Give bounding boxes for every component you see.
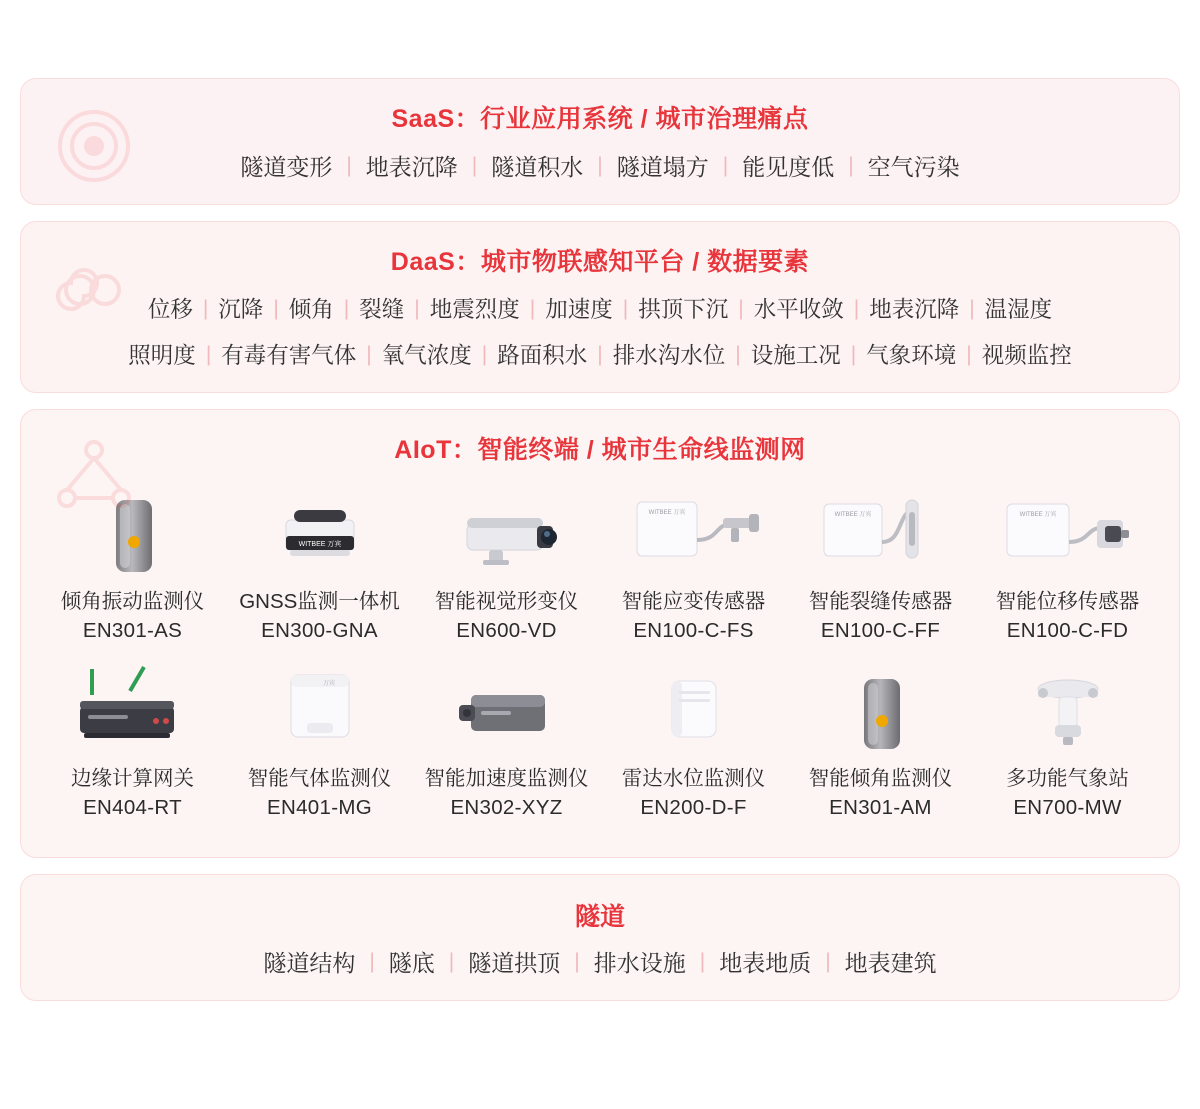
tag-divider: | <box>471 154 478 177</box>
device-item[interactable] <box>600 478 787 653</box>
device-item[interactable] <box>974 478 1161 653</box>
daas-tag: 拱顶下沉 <box>638 297 729 322</box>
daas-tag: 照明度 <box>128 343 196 368</box>
edge-gateway-icon <box>58 661 208 757</box>
tag-divider: | <box>597 154 603 177</box>
saas-layer-card <box>20 78 1180 205</box>
tag-divider: | <box>738 296 744 320</box>
tunnel-title: 隧道 <box>574 902 625 931</box>
saas-title-main: 行业应用系统 / 城市治理痛点 <box>480 105 809 133</box>
saas-tag: 隧道变形 <box>240 154 333 180</box>
tunnel-tag: 隧底 <box>388 949 435 976</box>
device-model: EN100-C-FF <box>820 618 941 642</box>
svg-text:万宾: 万宾 <box>322 681 335 688</box>
daas-title <box>21 222 1179 286</box>
device-name: 边缘计算网关 <box>71 767 194 791</box>
daas-tag: 加速度 <box>545 297 613 322</box>
tag-divider: | <box>205 342 212 366</box>
device-model: EN401-MG <box>267 796 372 820</box>
daas-tag: 路面积水 <box>497 343 588 368</box>
device-model: EN600-VD <box>456 618 557 642</box>
tilt-vibration-sensor-icon <box>88 484 178 580</box>
tag-divider: | <box>850 342 857 366</box>
daas-tag: 设施工况 <box>750 343 841 368</box>
device-item[interactable] <box>974 655 1161 830</box>
gnss-monitor-icon <box>260 484 380 580</box>
daas-tag: 温湿度 <box>984 297 1053 322</box>
device-model: EN700-MW <box>1013 796 1122 820</box>
daas-tag: 裂缝 <box>359 297 405 322</box>
saas-tag: 地表沉降 <box>365 154 458 180</box>
device-item[interactable] <box>787 655 974 830</box>
daas-title-main: 城市物联感知平台 / 数据要素 <box>480 248 810 276</box>
device-model: EN301-AM <box>829 796 932 820</box>
device-name: 智能倾角监测仪 <box>808 767 953 791</box>
tag-divider: | <box>735 342 741 366</box>
device-item[interactable] <box>787 478 974 653</box>
tunnel-tag: 隧道拱顶 <box>468 949 561 976</box>
tunnel-tag-row <box>21 939 1179 1000</box>
tag-divider: | <box>529 296 536 320</box>
daas-tag: 视频监控 <box>981 343 1072 368</box>
svg-text:WITBEE 万宾: WITBEE 万宾 <box>1019 512 1056 518</box>
device-name: 多功能气象站 <box>1006 767 1129 791</box>
daas-title-prefix: DaaS： <box>390 248 481 276</box>
daas-tag: 倾角 <box>288 297 334 322</box>
device-name: GNSS监测一体机 <box>239 590 400 613</box>
aiot-title-main: 智能终端 / 城市生命线监测网 <box>477 436 806 464</box>
tilt-sensor-icon <box>836 661 926 757</box>
displacement-sensor-icon <box>993 484 1143 580</box>
tag-divider: | <box>366 342 372 366</box>
tag-divider: | <box>369 949 375 973</box>
tag-divider: | <box>825 949 831 973</box>
tunnel-tag: 地表建筑 <box>844 949 937 976</box>
tunnel-tag: 隧道结构 <box>263 949 356 976</box>
saas-tag: 隧道积水 <box>491 154 584 180</box>
tag-divider: | <box>597 342 603 366</box>
daas-tag: 沉降 <box>218 297 264 322</box>
tag-divider: | <box>699 949 706 973</box>
device-name: 智能气体监测仪 <box>247 767 392 791</box>
device-model: EN301-AS <box>82 618 183 642</box>
tag-divider: | <box>622 296 629 320</box>
device-model: EN300-GNA <box>261 618 378 642</box>
svg-text:WITBEE 万宾: WITBEE 万宾 <box>834 512 871 518</box>
daas-layer-card <box>20 221 1180 393</box>
aiot-layer-card <box>20 409 1180 858</box>
device-model: EN302-XYZ <box>450 796 563 820</box>
tag-divider: | <box>966 342 972 366</box>
daas-tag: 地表沉降 <box>869 297 960 322</box>
gas-monitor-icon <box>255 661 385 757</box>
device-name: 智能加速度监测仪 <box>424 767 589 791</box>
tunnel-layer-card <box>20 874 1180 1001</box>
tag-divider: | <box>202 296 209 320</box>
tag-divider: | <box>848 154 854 177</box>
daas-tag-row-1 <box>21 286 1179 332</box>
device-item[interactable] <box>413 478 600 653</box>
device-name: 雷达水位监测仪 <box>621 767 766 791</box>
device-item[interactable] <box>226 478 413 653</box>
saas-tag: 空气污染 <box>867 154 960 180</box>
daas-tag: 氧气浓度 <box>381 343 472 368</box>
radar-water-level-icon <box>634 661 754 757</box>
daas-tag: 排水沟水位 <box>612 343 726 368</box>
tag-divider: | <box>343 296 350 320</box>
device-model: EN100-C-FS <box>633 618 754 642</box>
device-name: 智能裂缝传感器 <box>808 590 953 613</box>
crack-sensor-icon <box>806 484 956 580</box>
tunnel-tag: 地表地质 <box>719 949 812 976</box>
tunnel-tag: 排水设施 <box>593 949 686 976</box>
daas-tag-row-2 <box>21 332 1179 392</box>
saas-title <box>21 79 1179 143</box>
device-name: 智能位移传感器 <box>995 590 1140 613</box>
saas-title-prefix: SaaS： <box>391 105 481 133</box>
tag-divider: | <box>346 154 352 177</box>
device-item[interactable] <box>39 478 226 653</box>
tag-divider: | <box>273 296 279 320</box>
tag-divider: | <box>414 296 420 320</box>
saas-tag: 隧道塌方 <box>616 154 709 180</box>
device-model: EN200-D-F <box>640 796 747 820</box>
weather-station-icon <box>1013 661 1123 757</box>
device-model: EN100-C-FD <box>1006 618 1129 642</box>
daas-tag: 气象环境 <box>866 343 957 368</box>
saas-tag-row <box>21 143 1179 204</box>
svg-text:WITBEE 万宾: WITBEE 万宾 <box>648 510 685 516</box>
svg-text:WITBEE 万宾: WITBEE 万宾 <box>298 541 341 548</box>
daas-tag: 地震烈度 <box>429 297 520 322</box>
device-name: 智能视觉形变仪 <box>434 590 579 613</box>
saas-tag: 能见度低 <box>742 154 835 180</box>
device-item[interactable] <box>413 655 600 830</box>
tag-divider: | <box>722 154 729 177</box>
device-item[interactable] <box>226 655 413 830</box>
device-grid <box>21 474 1179 857</box>
daas-tag: 有毒有害气体 <box>221 343 357 368</box>
device-name: 倾角振动监测仪 <box>60 590 205 613</box>
device-item[interactable] <box>600 655 787 830</box>
device-model: EN404-RT <box>83 796 182 820</box>
tag-divider: | <box>853 296 860 320</box>
daas-tag: 位移 <box>147 297 193 322</box>
aiot-title-prefix: AIoT： <box>394 436 478 464</box>
tag-divider: | <box>481 342 488 366</box>
tag-divider: | <box>448 949 455 973</box>
device-item[interactable] <box>39 655 226 830</box>
accelerometer-icon <box>437 661 577 757</box>
device-name: 智能应变传感器 <box>621 590 766 613</box>
aiot-title <box>21 410 1179 474</box>
tag-divider: | <box>574 949 580 973</box>
daas-tag: 水平收敛 <box>753 297 844 322</box>
vision-camera-icon <box>437 484 577 580</box>
strain-sensor-icon <box>619 484 769 580</box>
tag-divider: | <box>969 296 975 320</box>
